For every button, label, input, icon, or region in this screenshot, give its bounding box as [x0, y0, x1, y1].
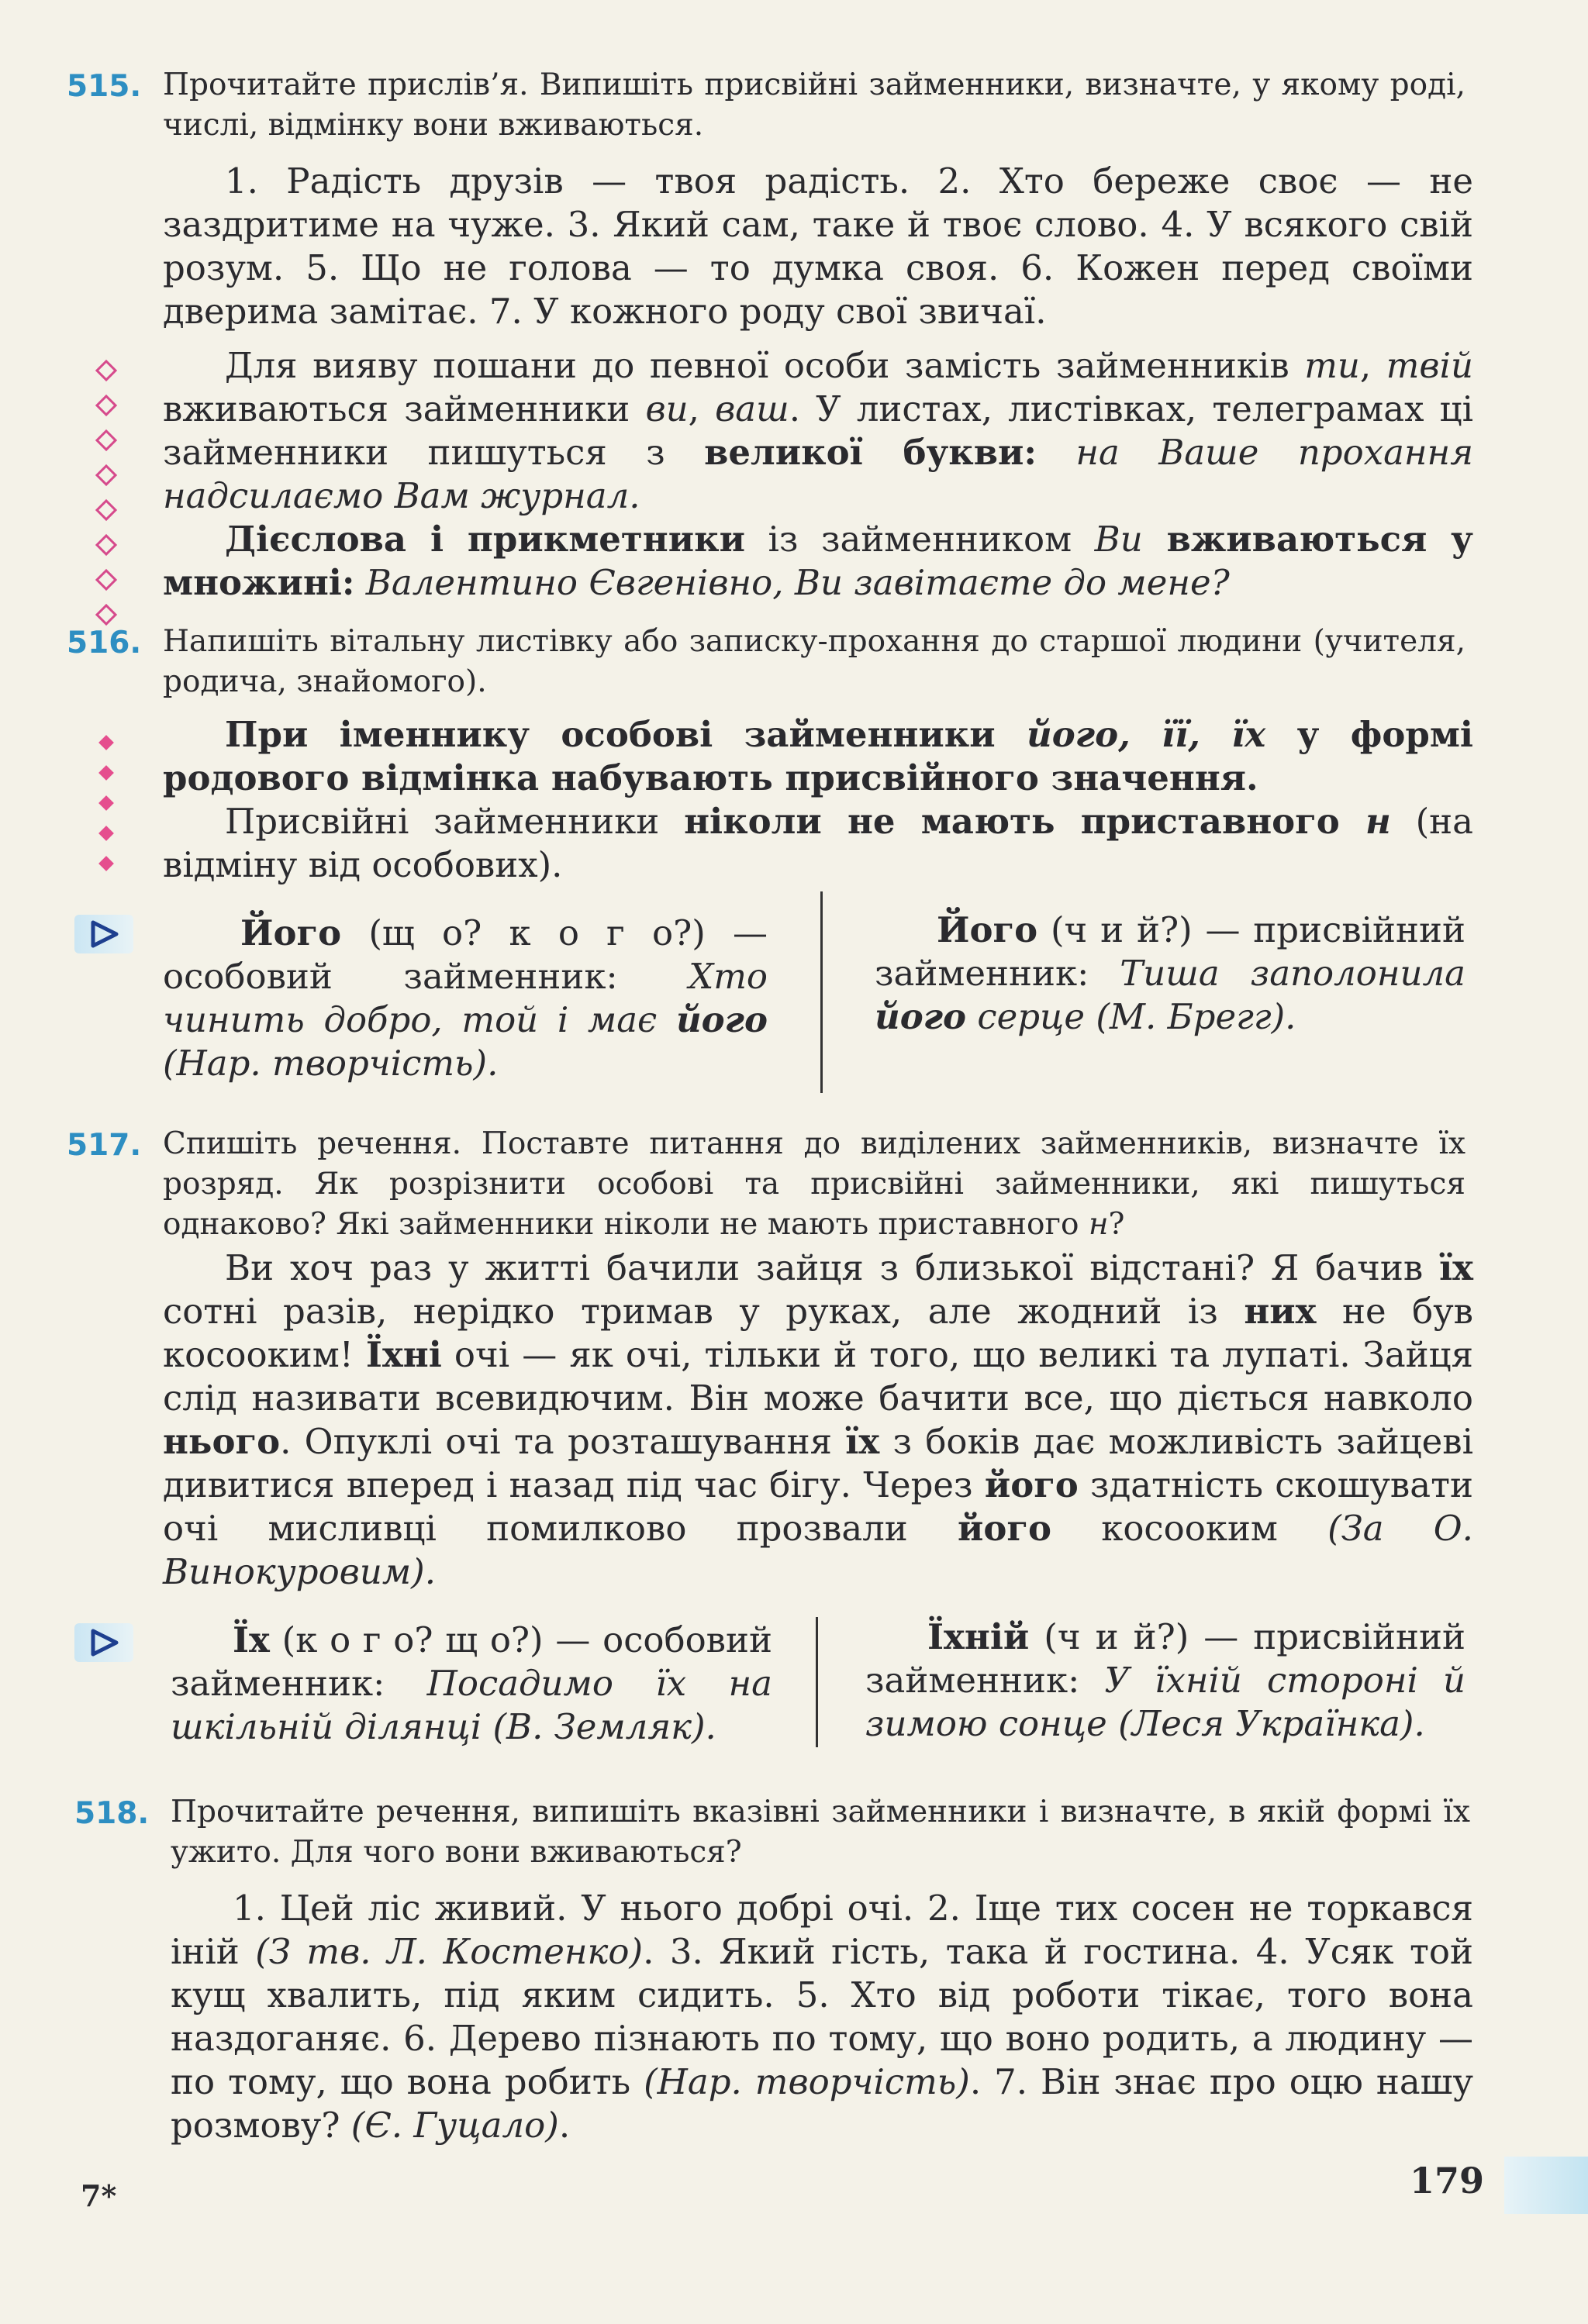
- rule-block: [163, 344, 1473, 605]
- rule-marker-icon: [95, 353, 118, 633]
- signature-mark: 7*: [81, 2178, 117, 2213]
- note-right-column: Їхній (ч и й?) — присвійний займенник: У їхній стороні й зимою сонце (Леся Українка).: [865, 1616, 1465, 1744]
- rule-paragraph: Присвійні займенники ніколи не мають приставного н (на відміну від особових).: [163, 801, 1473, 885]
- rule-paragraph: При іменнику особові займенники його, її, їх у формі родового відмінка набувають присвійного значення.: [163, 714, 1474, 798]
- column-divider: [820, 891, 823, 1093]
- note-right-column: Його (ч и й?) — присвійний займенник: Тиша заполонила його серце (М. Брегг).: [875, 909, 1465, 1037]
- play-icon: [74, 915, 133, 953]
- page-edge-tab: [1504, 2157, 1588, 2214]
- play-icon: [74, 1623, 133, 1662]
- exercise-task: Напишіть вітальну листівку або записку-прохання до старшої людини (учителя, родича, знайомого).: [163, 624, 1465, 699]
- rule-paragraph: Для вияву пошани до певної особи замість займенників ти, твій вживаються займенники ви, ваш. У листах, листівках, телеграмах ці займенники пишуться з великої букви: на Ваше прохання надсилаємо Вам журнал.: [163, 345, 1474, 516]
- rule-paragraph: Дієслова і прикметники із займенником Ви вживаються у множині: Валентино Євгенівно, Ви завітаєте до мене?: [163, 519, 1473, 603]
- exercise-number: 516.: [67, 626, 142, 660]
- exercise-task: Прочитайте речення, випишіть вказівні займенники і визначте, в якій формі їх ужито. Для чого вони вживаються?: [171, 1795, 1470, 1870]
- rule-block: [163, 713, 1473, 887]
- exercise-number: 517.: [67, 1128, 142, 1163]
- exercise-number: 515.: [67, 69, 142, 104]
- note-left-column: Їх (к о г о? щ о?) — особовий займенник: Посадимо їх на шкільній ділянці (В. Земляк).: [171, 1619, 772, 1747]
- exercise-task: Спишіть речення. Поставте питання до виділених займенників, визначте їх розряд. Як розрізнити особові та присвійні займенники, які пишуться однаково? Які займенники ніколи не мають приставного н?: [163, 1126, 1465, 1242]
- page-number: 179: [1410, 2160, 1485, 2202]
- exercise-text: Ви хоч раз у житті бачили зайця з близької відстані? Я бачив їх сотні разів, нерідко тримав у руках, але жодний із них не був косооким! Їхні очі — як очі, тільки й того, що великі та лупаті. Зайця слід називати всевидючим. Він може бачити все, що діється навколо нього. Опуклі очі та розташування їх з боків дає можливість зайцеві дивитися вперед і назад під час бігу. Через його здатність скошувати очі мисливці помилково прозвали його косооким (За О. Винокуровим).: [163, 1247, 1474, 1592]
- exercise-number: 518.: [74, 1796, 150, 1831]
- exercise-text: 1. Радість друзів — твоя радість. 2. Хто береже своє — не заздритиме на чуже. 3. Який сам, таке й твоє слово. 4. У всякого свій розум. 5. Що не голова — то думка своя. 6. Кожен перед своїми дверима замітає. 7. У кожного роду свої звичаї.: [163, 160, 1473, 332]
- column-divider: [816, 1617, 818, 1747]
- exercise-text: 1. Цей ліс живий. У нього добрі очі. 2. Іще тих сосен не торкався іній (З тв. Л. Костенко). 3. Який гість, така й гостина. 4. Усяк той кущ хвалить, під яким сидить. 5. Хто від роботи тікає, того вона наздоганяє. 6. Дерево пізнають по тому, що воно родить, а людину — по тому, що вона робить (Нар. творчість). 7. Він знає про оцю нашу розмову? (Є. Гуцало).: [171, 1888, 1473, 2146]
- note-left-column: Його (щ о? к о г о?) — особовий займенник: Хто чинить добро, той і має його (Нар. творчість).: [163, 912, 768, 1084]
- rule-marker-icon: [95, 727, 118, 878]
- exercise-task: Прочитайте прислів’я. Випишіть присвійні займенники, визначте, у якому роді, числі, відмінку вони вживаються.: [163, 67, 1465, 143]
